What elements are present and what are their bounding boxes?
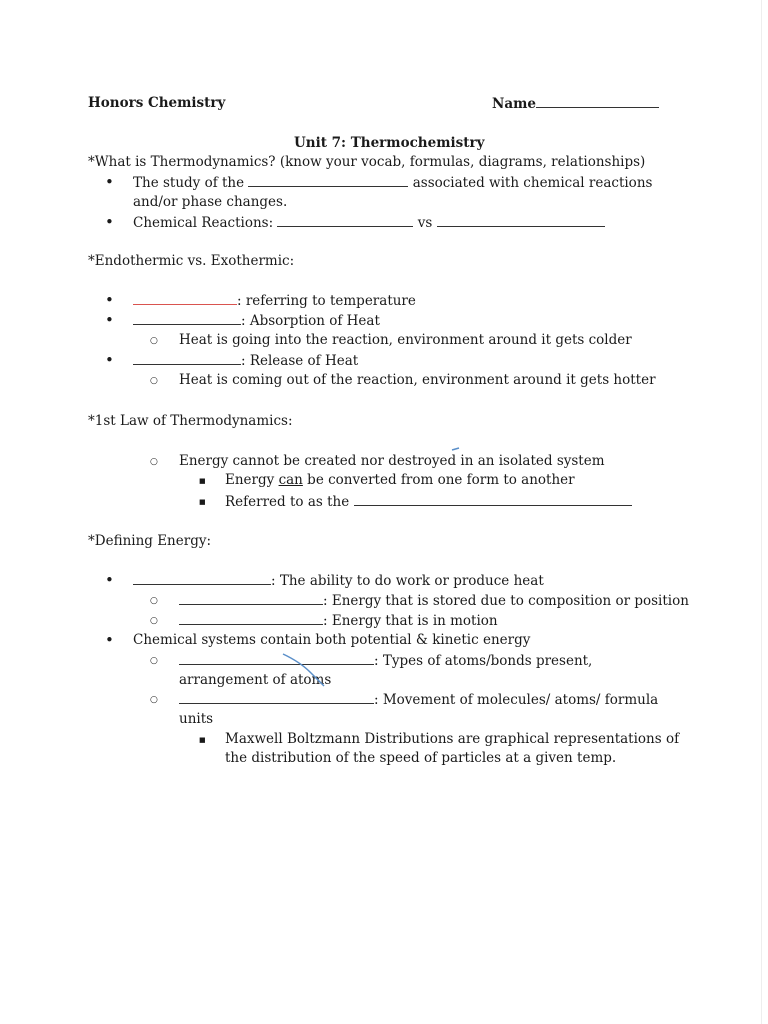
pen-mark <box>451 446 461 452</box>
pen-mark <box>280 650 330 690</box>
sub-list-item: ○ : Types of atoms/bonds present, <box>179 652 592 669</box>
list-item: • : Release of Heat <box>133 352 358 369</box>
section-defining-energy-heading: *Defining Energy: <box>88 533 212 549</box>
list-item: • : referring to temperature <box>133 292 416 309</box>
name-blank[interactable] <box>536 95 659 108</box>
fill-blank[interactable] <box>133 292 237 305</box>
scan-edge <box>761 0 762 1024</box>
course-title: Honors Chemistry <box>88 95 226 111</box>
fill-blank[interactable] <box>133 572 271 585</box>
sub-list-item: ○ Heat is coming out of the reaction, environment around it gets hotter <box>179 372 656 388</box>
list-item: • : Absorption of Heat <box>133 312 380 329</box>
list-item: • Chemical Reactions: vs <box>133 214 605 231</box>
sub-sub-list-item: ■ Energy can be converted from one form to another <box>225 472 575 488</box>
name-field[interactable] <box>492 95 659 112</box>
fill-blank[interactable] <box>437 214 605 227</box>
sub-sub-list-item: ■ Maxwell Boltzmann Distributions are graphical representations of <box>225 731 679 747</box>
sub-list-item: ○ : Energy that is stored due to composition or position <box>179 592 689 609</box>
fill-blank[interactable] <box>179 652 374 665</box>
fill-blank[interactable] <box>133 352 241 365</box>
section-endo-exo-heading: *Endothermic vs. Exothermic: <box>88 253 295 269</box>
fill-blank[interactable] <box>179 612 323 625</box>
fill-blank[interactable] <box>179 592 323 605</box>
fill-blank[interactable] <box>277 214 413 227</box>
list-item: • Chemical systems contain both potential & kinetic energy <box>133 632 530 648</box>
section-first-law-heading: *1st Law of Thermodynamics: <box>88 413 293 429</box>
unit-title: Unit 7: Thermochemistry <box>294 135 485 151</box>
fill-blank[interactable] <box>248 174 408 187</box>
sub-list-item: ○ : Movement of molecules/ atoms/ formula <box>179 691 658 708</box>
sub-list-item-continuation: arrangement of atoms <box>179 672 332 688</box>
sub-list-item: ○ Heat is going into the reaction, environment around it gets colder <box>179 332 632 348</box>
sub-sub-list-item-continuation: the distribution of the speed of particles at a given temp. <box>225 750 617 766</box>
sub-list-item-continuation: units <box>179 711 214 727</box>
sub-sub-list-item: ■ Referred to as the <box>225 493 632 510</box>
name-label: Name <box>492 96 536 112</box>
list-item: • : The ability to do work or produce heat <box>133 572 544 589</box>
section-thermodynamics-heading: *What is Thermodynamics? (know your vocab, formulas, diagrams, relationships) <box>88 154 646 170</box>
fill-blank[interactable] <box>133 312 241 325</box>
sub-list-item: ○ : Energy that is in motion <box>179 612 498 629</box>
list-item-continuation: and/or phase changes. <box>133 194 288 210</box>
fill-blank[interactable] <box>354 493 632 506</box>
sub-list-item: ○ Energy cannot be created nor destroyed in an isolated system <box>179 453 605 469</box>
fill-blank[interactable] <box>179 691 374 704</box>
list-item: • The study of the associated with chemical reactions <box>133 174 652 191</box>
